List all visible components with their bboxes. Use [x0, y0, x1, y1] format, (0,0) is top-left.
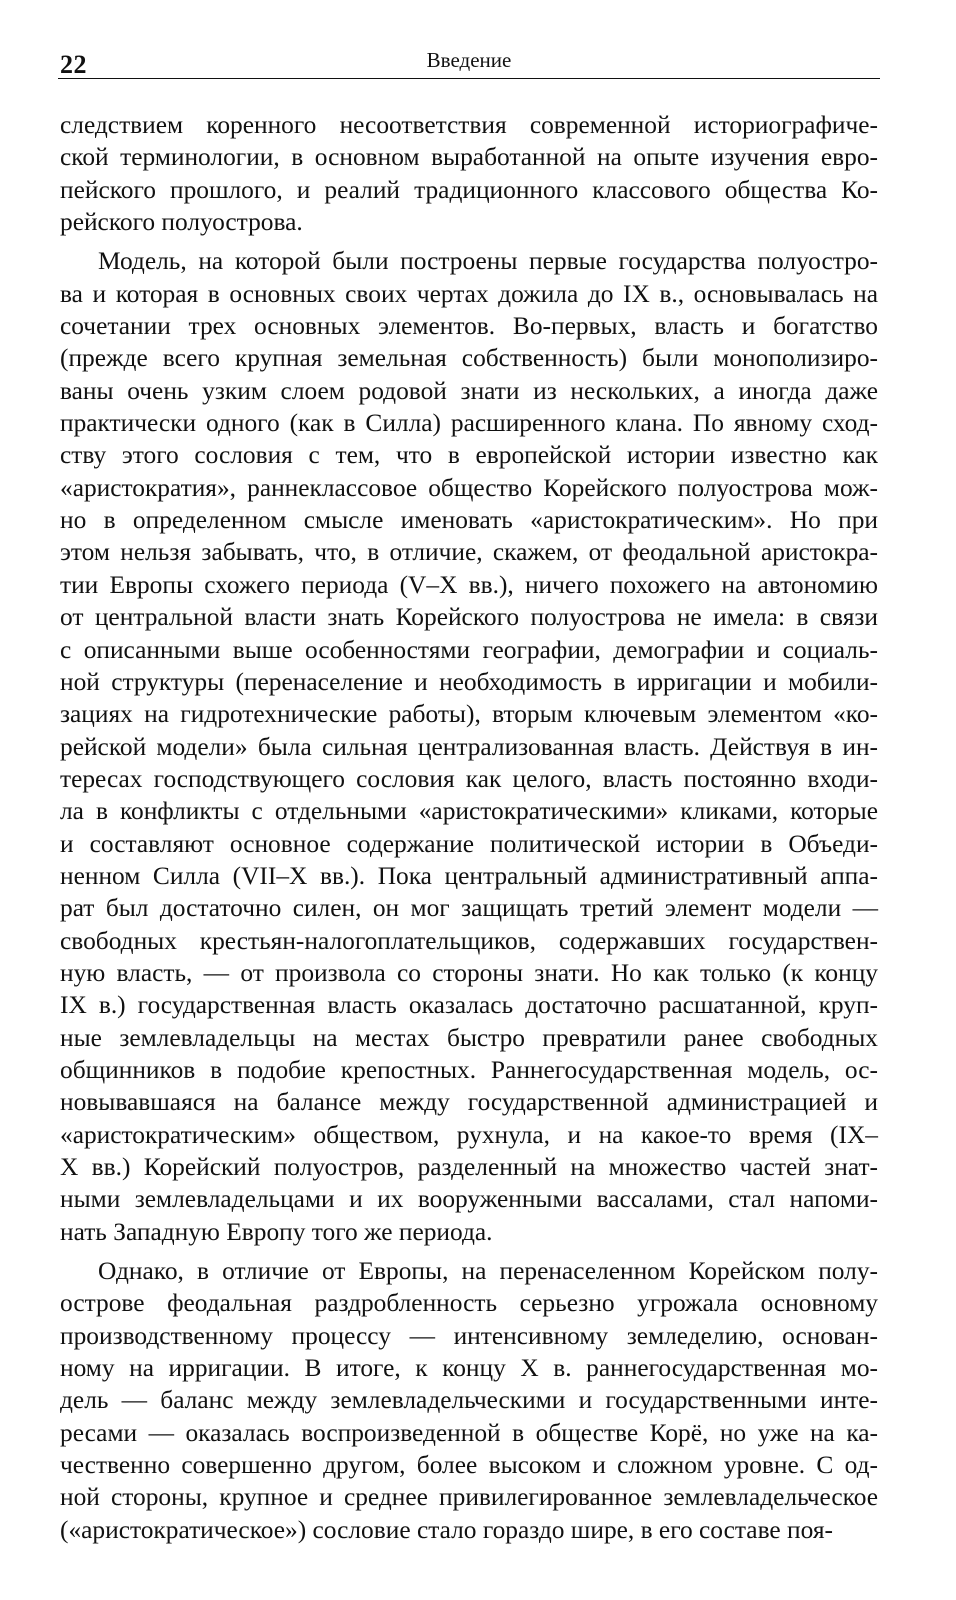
text-line: и составляют основное содержание политической истории в Объеди-	[60, 829, 878, 858]
paragraph	[60, 109, 878, 238]
text-line: IX в.) государственная власть оказалась достаточно расшатанной, круп-	[60, 991, 878, 1020]
text-line: от центральной власти знать Корейского полуострова не имела: в связи	[60, 603, 878, 632]
paragraph	[60, 245, 878, 1248]
text-line: зациях на гидротехнические работы), вторым ключевым элементом «ко-	[60, 700, 878, 729]
text-line: ные землевладельцы на местах быстро превратили ранее свободных	[60, 1023, 878, 1052]
text-line: рейской модели» была сильная централизованная власть. Действуя в ин-	[60, 732, 878, 761]
text-line: свободных крестьян-налогоплательщиков, содержавших государствен-	[60, 926, 878, 955]
text-line: пейского прошлого, и реалий традиционного классового общества Ко-	[60, 175, 878, 204]
text-line: тересах господствующего сословия как целого, власть постоянно входи-	[60, 764, 878, 793]
text-line: «аристократическим» обществом, рухнула, и на какое-то время (IX–	[60, 1120, 878, 1149]
page-number: 22	[60, 50, 87, 79]
text-line: («аристократическое») сословие стало гораздо шире, в его составе поя-	[60, 1515, 833, 1544]
text-line: новывавшаяся на балансе между государственной администрацией и	[60, 1088, 878, 1117]
text-line: сочетании трех основных элементов. Во-первых, власть и богатство	[60, 312, 878, 341]
text-line: ской терминологии, в основном выработанной на опыте изучения евро-	[60, 143, 878, 172]
text-line: Однако, в отличие от Европы, на перенаселенном Корейском полу-	[98, 1257, 878, 1286]
text-line: (прежде всего крупная земельная собственность) были монополизиро-	[60, 344, 878, 373]
text-line: ваны очень узким слоем родовой знати из нескольких, а иногда даже	[60, 376, 878, 405]
text-line: ва и которая в основных своих чертах дожила до IX в., основывалась на	[60, 279, 878, 308]
text-line: ной структуры (перенаселение и необходимость в ирригации и мобили-	[60, 667, 878, 696]
text-line: но в определенном смысле именовать «аристократическим». Но при	[60, 506, 878, 535]
text-line: производственному процессу — интенсивному земледелию, основан-	[60, 1321, 878, 1350]
running-title: Введение	[426, 48, 512, 72]
text-line: этом нельзя забывать, что, в отличие, скажем, от феодальной аристокра-	[60, 538, 878, 567]
text-line: Модель, на которой были построены первые государства полуостро-	[98, 247, 878, 276]
text-line: ству этого сословия с тем, что в европейской истории известно как	[60, 441, 878, 470]
text-line: с описанными выше особенностями географии, демографии и социаль-	[60, 635, 878, 664]
text-line: ненном Силла (VII–X вв.). Пока центральный административный аппа-	[60, 861, 878, 890]
paragraph-gap	[60, 1248, 878, 1255]
paragraph-gap	[60, 238, 878, 245]
text-line: ла в конфликты с отдельными «аристократическими» кликами, которые	[60, 797, 878, 826]
page-header	[58, 44, 880, 79]
paragraph	[60, 1255, 878, 1546]
text-line: X вв.) Корейский полуостров, разделенный на множество частей знат-	[60, 1153, 878, 1181]
text-line: острове феодальная раздробленность серьезно угрожала основному	[60, 1289, 878, 1318]
text-line: чественно совершенно другом, более высоком и сложном уровне. С од-	[60, 1451, 878, 1480]
body-text	[60, 109, 878, 1546]
text-line: ному на ирригации. В итоге, к концу X в. раннегосударственная мо-	[60, 1354, 878, 1383]
text-line: ными землевладельцами и их вооруженными вассалами, стал напоми-	[60, 1185, 878, 1214]
text-line: практически одного (как в Силла) расширенного клана. По явному сход-	[60, 409, 878, 438]
text-line: ресами — оказалась воспроизведенной в обществе Корё, но уже на ка-	[60, 1418, 878, 1447]
text-line: «аристократия», раннеклассовое общество Корейского полуострова мож-	[60, 473, 878, 502]
text-line: рейского полуострова.	[60, 208, 303, 237]
text-line: дель — баланс между землевладельческими и государственными инте-	[60, 1386, 878, 1415]
text-line: ную власть, — от произвола со стороны знати. Но как только (к концу	[60, 958, 878, 987]
text-line: нать Западную Европу того же периода.	[60, 1217, 493, 1246]
text-line: следствием коренного несоответствия современной историографиче-	[60, 111, 878, 139]
text-line: общинников в подобие крепостных. Раннегосударственная модель, ос-	[60, 1055, 878, 1084]
text-line: тии Европы схожего периода (V–X вв.), ничего похожего на автономию	[60, 570, 878, 599]
text-line: ной стороны, крупное и среднее привилегированное землевладельческое	[60, 1483, 878, 1512]
text-line: рат был достаточно силен, он мог защищать третий элемент модели —	[60, 894, 878, 923]
